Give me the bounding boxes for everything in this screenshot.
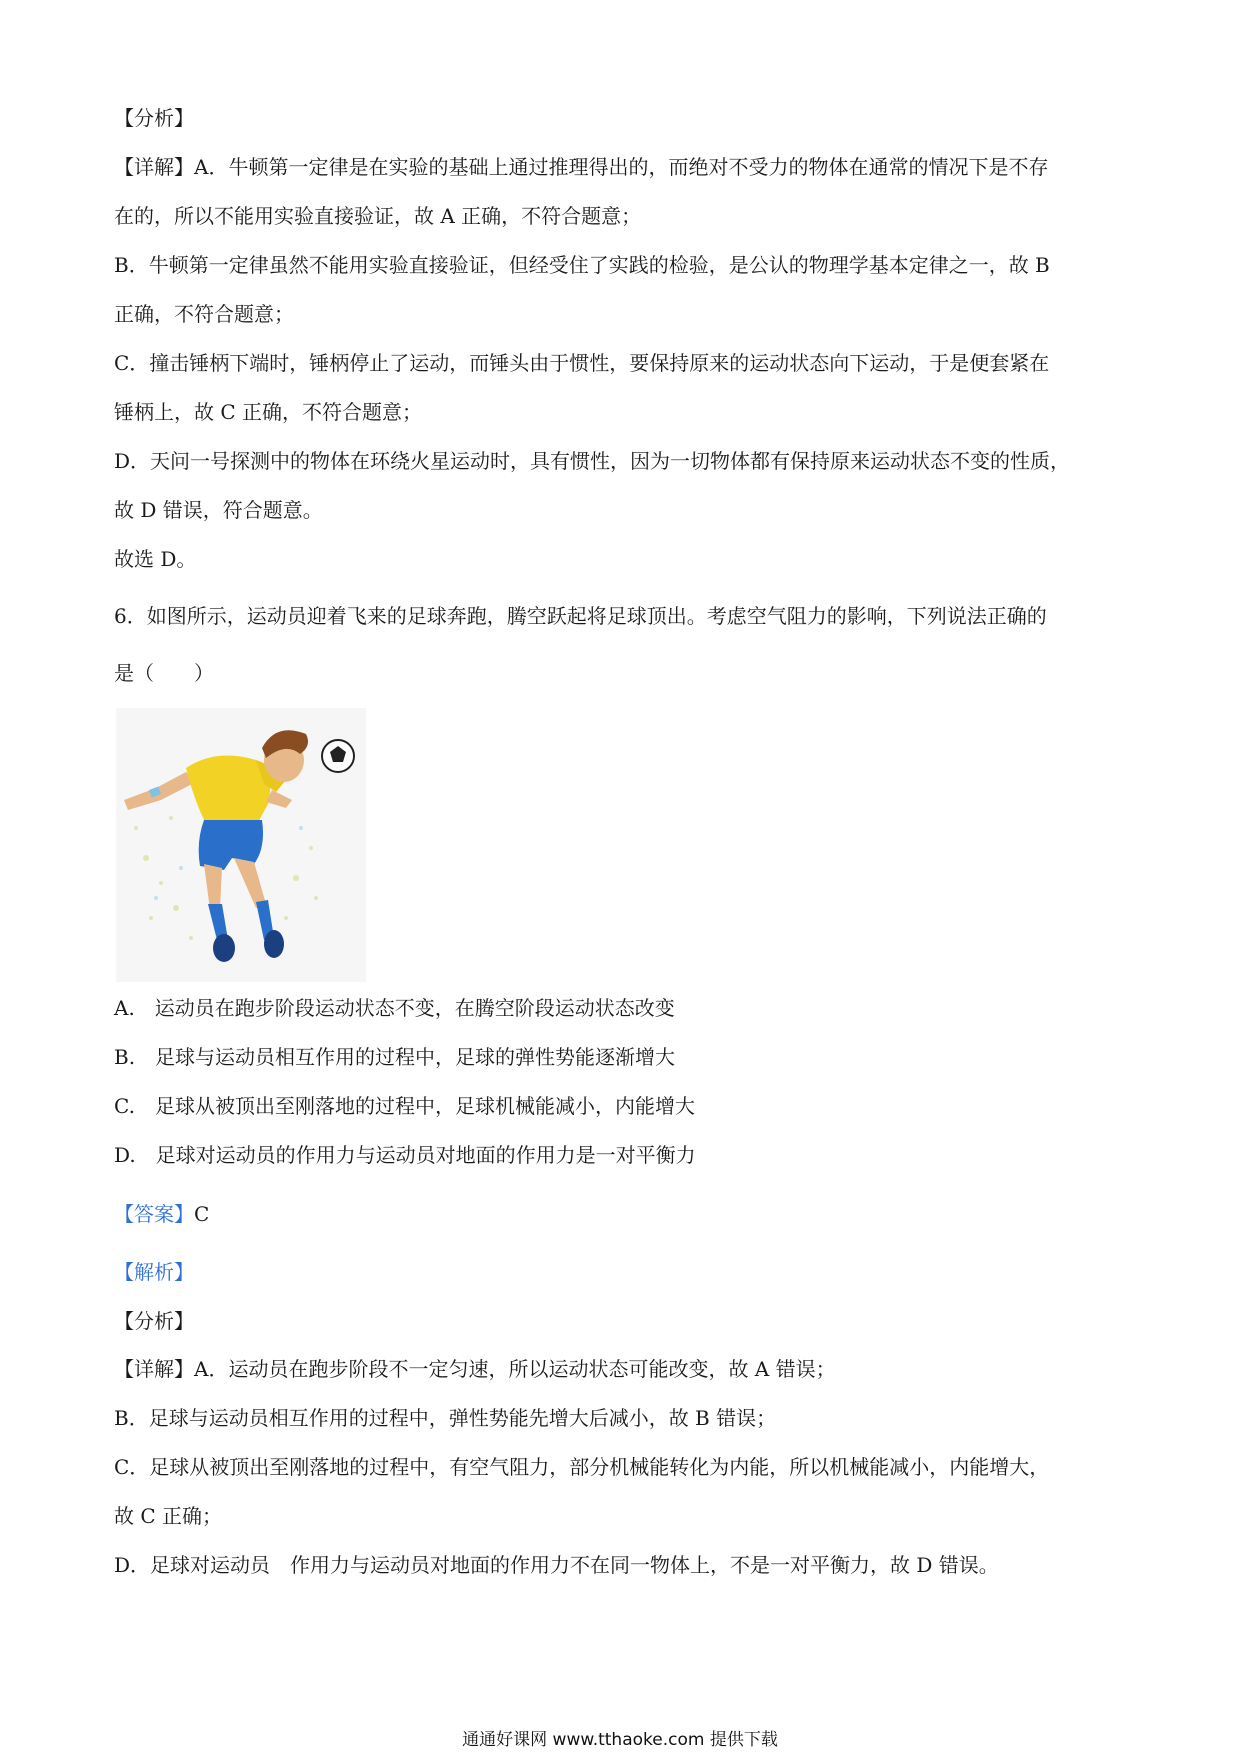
answer-value: C	[194, 1202, 210, 1226]
soccer-player-figure	[116, 708, 366, 982]
line-c-2-cont: 故 C 正确；	[114, 1504, 223, 1528]
answer-line	[114, 1200, 209, 1228]
line-select-1: 故选 D。	[114, 547, 197, 571]
jiexi-heading: 【解析】	[114, 1260, 194, 1284]
line-b-2: B．足球与运动员相互作用的过程中，弹性势能先增大后减小，故 B 错误；	[114, 1406, 777, 1430]
option-a: A. 运动员在跑步阶段运动状态不变，在腾空阶段运动状态改变	[114, 996, 675, 1020]
line-c-2: C．足球从被顶出至刚落地的过程中，有空气阻力，部分机械能转化为内能，所以机械能减小，内能增大，	[114, 1455, 1050, 1479]
page-footer: 通通好课网 www.tthaoke.com 提供下载	[462, 1730, 778, 1750]
question-6: 6．如图所示，运动员迎着飞来的足球奔跑，腾空跃起将足球顶出。考虑空气阻力的影响，下列说法正确的	[114, 604, 1047, 628]
line-xiangjie-2: 【详解】A．运动员在跑步阶段不一定匀速，所以运动状态可能改变，故 A 错误；	[114, 1357, 836, 1381]
answer-label: 【答案】	[114, 1202, 194, 1226]
line-d-2: D．足球对运动员 作用力与运动员对地面的作用力不在同一物体上，不是一对平衡力，故 D 错误。	[114, 1553, 999, 1577]
line-c-1-cont: 锤柄上，故 C 正确，不符合题意；	[114, 400, 423, 424]
soccer-player-illustration	[116, 708, 366, 982]
line-fenxi-2: 【分析】	[114, 1309, 194, 1333]
line-xiangjie-1-cont: 在的，所以不能用实验直接验证，故 A 正确，不符合题意；	[114, 204, 642, 228]
line-d-1: D．天问一号探测中的物体在环绕火星运动时，具有惯性，因为一切物体都有保持原来运动状态不变的性质，	[114, 449, 1071, 473]
option-c: C. 足球从被顶出至刚落地的过程中，足球机械能减小，内能增大	[114, 1094, 695, 1118]
line-fenxi-1: 【分析】	[114, 106, 194, 130]
question-6-cont: 是（ ）	[114, 661, 214, 685]
option-d: D. 足球对运动员的作用力与运动员对地面的作用力是一对平衡力	[114, 1143, 696, 1167]
line-b-1: B．牛顿第一定律虽然不能用实验直接验证，但经受住了实践的检验，是公认的物理学基本定律之一，故 B	[114, 253, 1050, 277]
line-c-1: C．撞击锤柄下端时，锤柄停止了运动，而锤头由于惯性，要保持原来的运动状态向下运动，于是便套紧在	[114, 351, 1050, 375]
line-xiangjie-1: 【详解】A．牛顿第一定律是在实验的基础上通过推理得出的，而绝对不受力的物体在通常的情况下是不存	[114, 155, 1049, 179]
option-b: B. 足球与运动员相互作用的过程中，足球的弹性势能逐渐增大	[114, 1045, 676, 1069]
line-d-1-cont: 故 D 错误，符合题意。	[114, 498, 323, 522]
line-b-1-cont: 正确，不符合题意；	[114, 302, 294, 326]
